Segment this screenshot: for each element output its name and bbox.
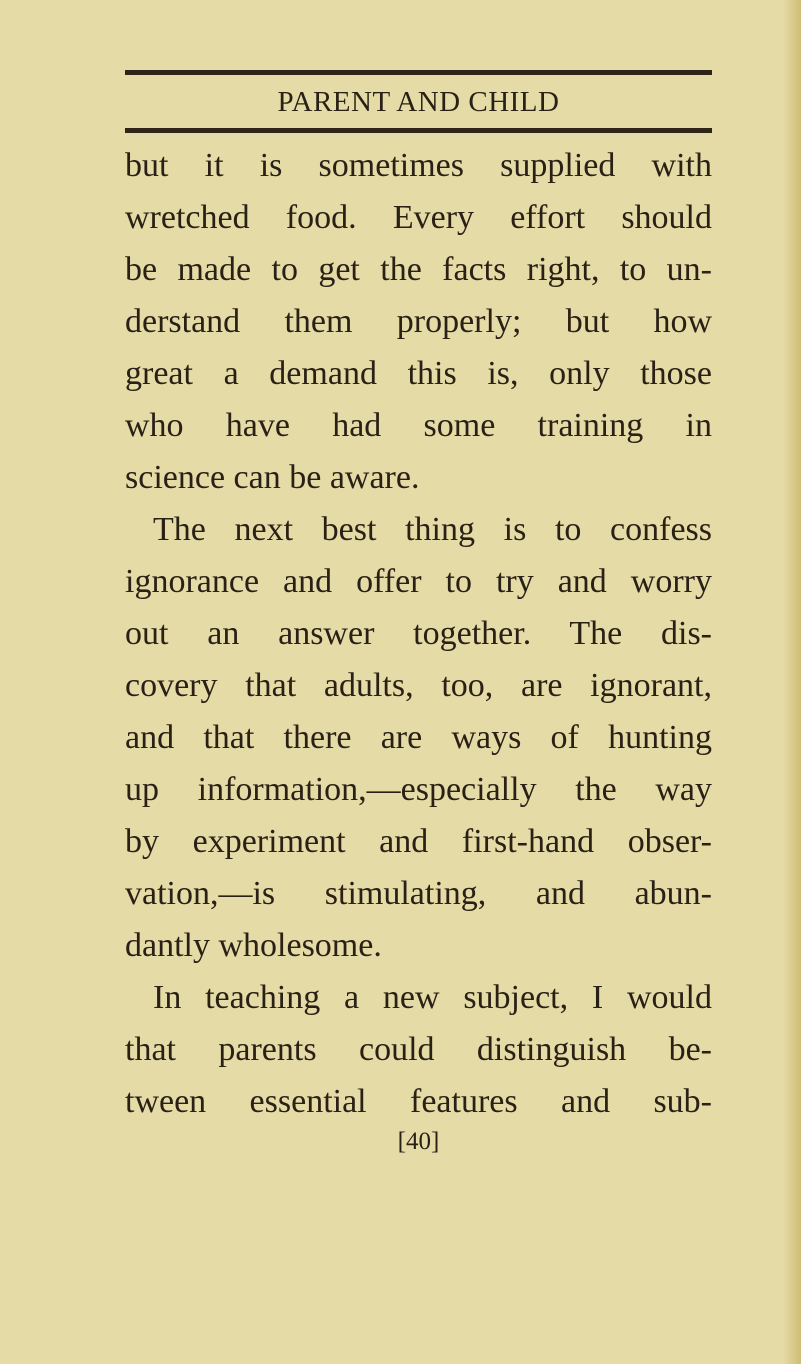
text-line: covery that adults, too, are ignorant, — [125, 667, 712, 704]
text-line: great a demand this is, only those — [125, 355, 712, 392]
text-line: that parents could distinguish be- — [125, 1031, 712, 1068]
text-line: In teaching a new subject, I would — [153, 979, 712, 1016]
text-line: by experiment and first-hand obser- — [125, 823, 712, 860]
page-number: [40] — [397, 1128, 440, 1155]
running-header: PARENT AND CHILD — [277, 86, 560, 118]
header-rule-top — [125, 70, 712, 75]
text-line: up information,—especially the way — [125, 771, 712, 808]
page-edge-shadow — [783, 0, 801, 1364]
header-rule-bottom — [125, 128, 712, 133]
text-line: ignorance and offer to try and worry — [125, 563, 712, 600]
text-line: wretched food. Every effort should — [125, 199, 712, 236]
text-line: out an answer together. The dis- — [125, 615, 712, 652]
text-line: and that there are ways of hunting — [125, 719, 712, 756]
text-line: science can be aware. — [125, 459, 420, 496]
text-line: be made to get the facts right, to un- — [125, 251, 712, 288]
text-line: vation,—is stimulating, and abun- — [125, 875, 712, 912]
text-line: The next best thing is to confess — [153, 511, 712, 548]
text-line: dantly wholesome. — [125, 927, 382, 964]
text-line: derstand them properly; but how — [125, 303, 712, 340]
text-line: but it is sometimes supplied with — [125, 147, 712, 184]
body-text — [125, 140, 712, 1128]
text-line: tween essential features and sub- — [125, 1083, 712, 1120]
text-line: who have had some training in — [125, 407, 712, 444]
